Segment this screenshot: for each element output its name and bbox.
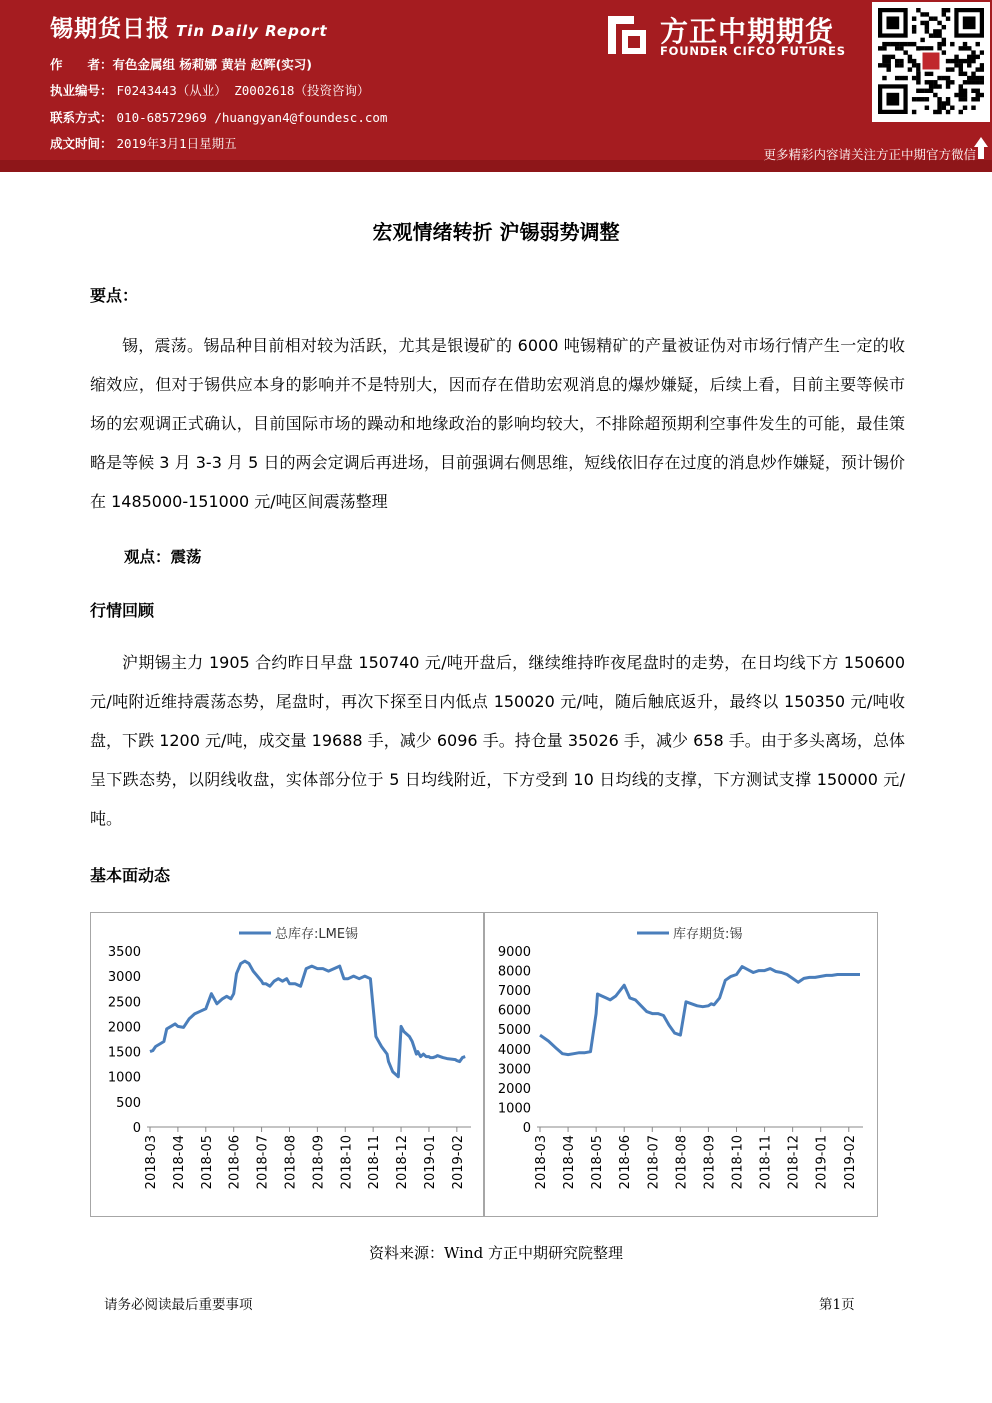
fundamentals-heading: 基本面动态 bbox=[90, 866, 171, 885]
key-points-heading: 要点： bbox=[90, 286, 139, 305]
key-points-paragraph bbox=[90, 326, 905, 521]
y-tick-label: 8000 bbox=[497, 964, 531, 980]
chart-legend bbox=[239, 926, 358, 942]
license-line bbox=[50, 81, 369, 99]
y-tick-label: 0 bbox=[522, 1121, 531, 1136]
contact-value: 010-68572969 /huangyan4@foundesc.com bbox=[116, 110, 388, 125]
series-line bbox=[150, 961, 465, 1077]
legend-label: 总库存:LME锡 bbox=[275, 927, 359, 942]
authors-value: 有色金属组 杨莉娜 黄岩 赵辉(实习) bbox=[112, 57, 312, 72]
y-tick-label: 1000 bbox=[497, 1101, 531, 1117]
x-tick-label: 2018-05 bbox=[590, 1135, 606, 1190]
x-tick-label: 2018-10 bbox=[730, 1135, 746, 1190]
view-statement: 观点：震荡 bbox=[124, 548, 202, 566]
x-tick-label: 2018-11 bbox=[367, 1135, 383, 1190]
x-tick-label: 2018-08 bbox=[674, 1135, 690, 1190]
date-label: 成文时间： bbox=[50, 136, 113, 151]
x-tick-label: 2018-12 bbox=[786, 1135, 802, 1190]
footer-notice: 请务必阅读最后重要事项 bbox=[104, 1297, 253, 1313]
report-title-en: Tin Daily Report bbox=[176, 22, 328, 40]
x-tick-label: 2018-04 bbox=[562, 1135, 578, 1190]
x-tick-label: 2018-03 bbox=[144, 1135, 159, 1190]
x-tick-label: 2018-10 bbox=[339, 1135, 355, 1190]
x-tick-label: 2018-08 bbox=[283, 1135, 299, 1190]
license-label: 执业编号： bbox=[50, 83, 113, 98]
x-tick-label: 2018-06 bbox=[227, 1135, 243, 1190]
y-tick-label: 4000 bbox=[497, 1042, 531, 1058]
authors-label: 作 者： bbox=[50, 57, 113, 72]
license-value: F0243443（从业） Z0002618（投资咨询） bbox=[116, 83, 370, 98]
x-tick-label: 2019-02 bbox=[842, 1135, 858, 1190]
y-tick-label: 3500 bbox=[107, 945, 141, 960]
chart-shfe-tin-inventory bbox=[484, 912, 878, 1217]
x-tick-label: 2018-09 bbox=[311, 1135, 327, 1190]
x-tick-label: 2018-07 bbox=[646, 1135, 662, 1190]
x-tick-label: 2018-04 bbox=[171, 1135, 187, 1190]
x-tick-label: 2019-01 bbox=[422, 1135, 438, 1190]
report-title bbox=[50, 10, 328, 43]
key-points-text: 锡，震荡。锡品种目前相对较为活跃，尤其是银谩矿的 6000 吨锡精矿的产量被证伪对市场行情产生一定的收缩效应，但对于锡供应本身的影响并不是特别大，因而存在借助宏观消息的爆炒嫌疑，后续上看，目前主要等候市场的宏观调正式确认，目前国际市场的躁动和地缘政治的影响均较大，不排除超预期利空事件发生的可能，最佳策略是等候 3 月 3-3 月 5 日的两会定调后再进场，目前强调右侧思维，短线依旧存在过度的消息炒作嫌疑，预计锡价在 1485000-151000 元/吨区间震荡整理 bbox=[90, 336, 905, 511]
y-tick-label: 5000 bbox=[497, 1023, 531, 1039]
y-tick-label: 500 bbox=[116, 1095, 141, 1111]
date-value: 2019年3月1日星期五 bbox=[116, 136, 237, 151]
x-tick-label: 2018-03 bbox=[534, 1135, 549, 1190]
footer-page-number: 第1页 bbox=[819, 1297, 855, 1313]
wechat-follow-note: 更多精彩内容请关注方正中期官方微信 bbox=[763, 147, 976, 162]
y-tick-label: 2000 bbox=[497, 1081, 531, 1097]
logo-text-en: FOUNDER CIFCO FUTURES bbox=[660, 44, 846, 58]
x-tick-label: 2019-01 bbox=[814, 1135, 830, 1190]
chart-shfe-svg bbox=[485, 913, 877, 1216]
x-tick-label: 2019-02 bbox=[450, 1135, 466, 1190]
source-note: 资料来源：Wind 方正中期研究院整理 bbox=[369, 1244, 623, 1262]
report-title-cn: 锡期货日报 bbox=[50, 16, 170, 42]
logo-mark-icon bbox=[604, 12, 650, 58]
date-line bbox=[50, 134, 237, 152]
y-tick-label: 2000 bbox=[107, 1020, 141, 1036]
report-header bbox=[0, 0, 992, 172]
main-title: 宏观情绪转折 沪锡弱势调整 bbox=[372, 220, 620, 244]
logo-text-cn: 方正中期期货 bbox=[660, 15, 835, 48]
y-tick-label: 3000 bbox=[107, 970, 141, 986]
y-tick-label: 6000 bbox=[497, 1003, 531, 1019]
x-tick-label: 2018-12 bbox=[395, 1135, 411, 1190]
x-tick-label: 2018-05 bbox=[199, 1135, 215, 1190]
series-line bbox=[540, 967, 860, 1055]
y-tick-label: 9000 bbox=[497, 945, 531, 960]
x-tick-label: 2018-09 bbox=[702, 1135, 718, 1190]
market-review-text: 沪期锡主力 1905 合约昨日早盘 150740 元/吨开盘后，继续维持昨夜尾盘时的走势，在日均线下方 150600 元/吨附近维持震荡态势，尾盘时，再次下探至日内低点 150020 元/吨，随后触底返升，最终以 150350 元/吨收盘，下跌 1200 元/吨，成交量 19688 手，减少 6096 手。持仓量 35026 手，减少 658 手。由于多头离场，总体呈下跌态势，以阴线收盘，实体部分位于 5 日均线附近，下方受到 10 日均线的支撑，下方测试支撑 150000 元/吨。 bbox=[90, 653, 905, 828]
legend-label: 库存期货:锡 bbox=[673, 927, 743, 942]
x-tick-label: 2018-06 bbox=[618, 1135, 634, 1190]
contact-label: 联系方式： bbox=[50, 110, 113, 125]
x-tick-label: 2018-07 bbox=[255, 1135, 271, 1190]
y-tick-label: 2500 bbox=[107, 995, 141, 1011]
y-tick-label: 1500 bbox=[107, 1045, 141, 1061]
market-review-paragraph bbox=[90, 643, 905, 838]
chart-lme-svg bbox=[91, 913, 483, 1216]
company-logo bbox=[604, 12, 854, 62]
y-tick-label: 0 bbox=[132, 1121, 141, 1136]
wechat-qr-code-icon bbox=[872, 2, 990, 122]
x-tick-label: 2018-11 bbox=[758, 1135, 774, 1190]
y-tick-label: 3000 bbox=[497, 1062, 531, 1078]
y-tick-label: 7000 bbox=[497, 984, 531, 1000]
contact-line bbox=[50, 108, 387, 126]
y-tick-label: 1000 bbox=[107, 1070, 141, 1086]
authors-line bbox=[50, 55, 312, 73]
chart-lme-tin-inventory bbox=[90, 912, 484, 1217]
chart-legend bbox=[637, 926, 742, 942]
market-review-heading: 行情回顾 bbox=[90, 601, 155, 620]
